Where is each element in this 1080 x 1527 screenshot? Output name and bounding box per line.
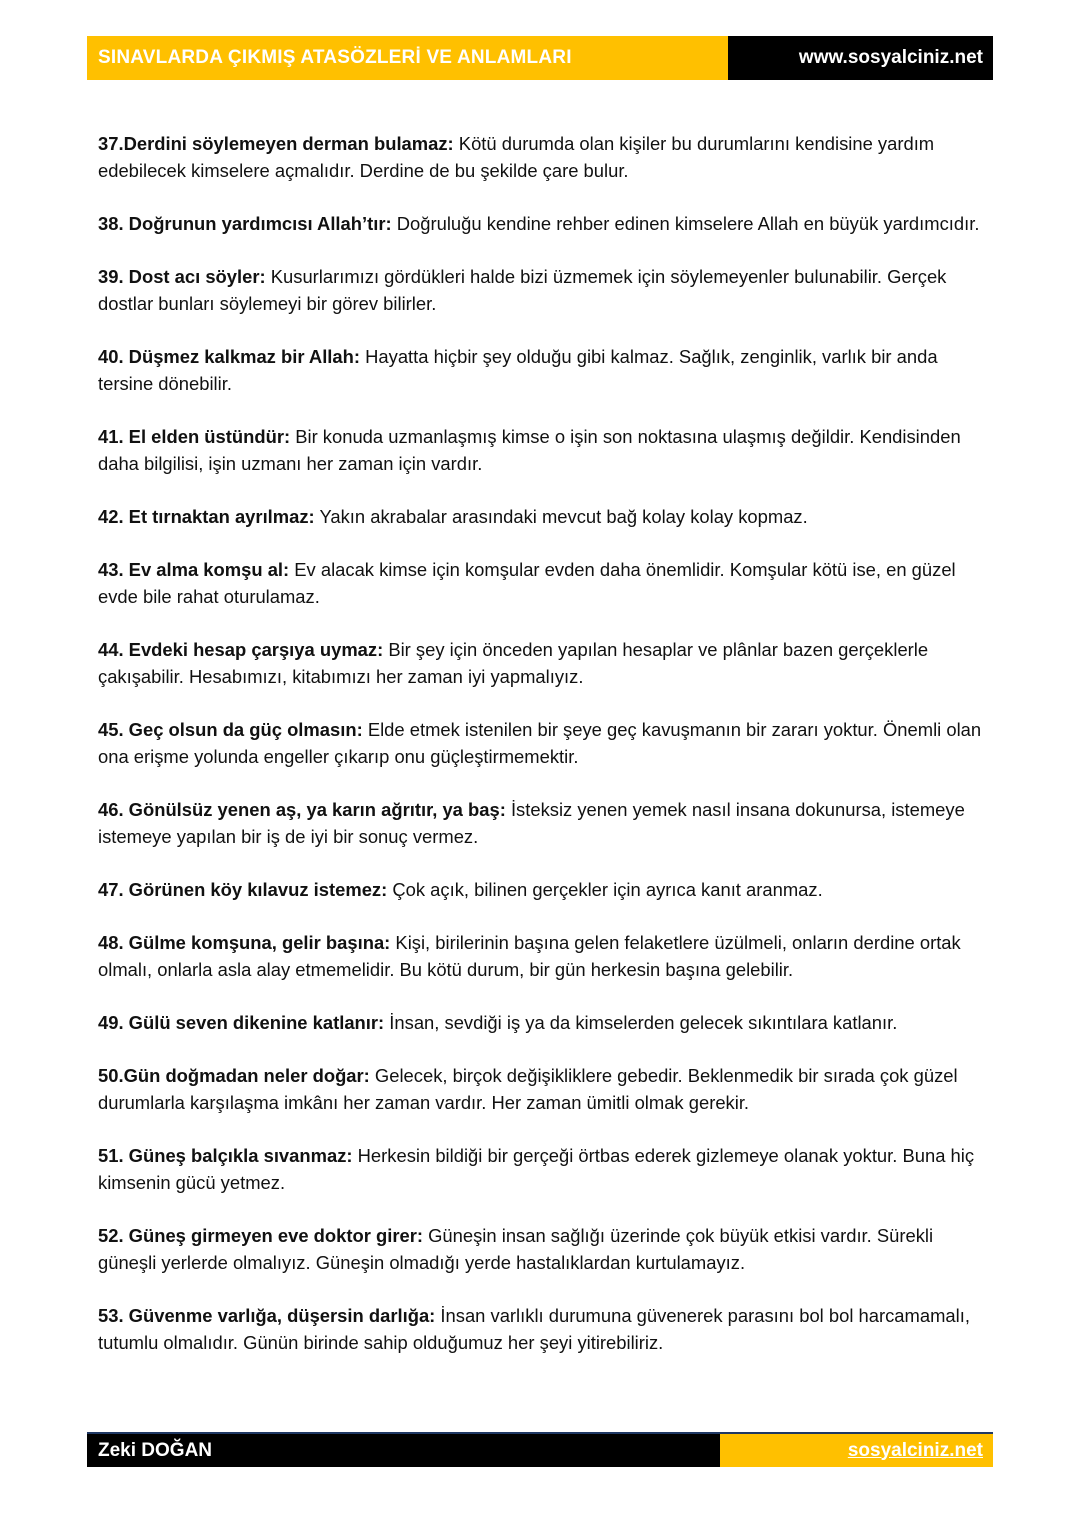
proverb-entry xyxy=(98,1142,983,1196)
proverb-term: 42. Et tırnaktan ayrılmaz: xyxy=(98,506,315,527)
proverb-meaning: Kötü durumda olan kişiler bu durumlarını kendisine yardım edebilecek kimselere açmalıdır. Derdine de bu şekilde çare bulur. xyxy=(98,133,935,181)
proverb-meaning: İsteksiz yenen yemek nasıl insana dokunursa, istemeye istemeye yapılan bir iş de iyi bir sonuç vermez. xyxy=(98,799,965,847)
page-header xyxy=(87,36,993,80)
footer-site-link[interactable]: sosyalciniz.net xyxy=(720,1434,993,1467)
proverb-term: 37.Derdini söylemeyen derman bulamaz: xyxy=(98,133,454,154)
proverb-term: 45. Geç olsun da güç olmasın: xyxy=(98,719,363,740)
proverb-meaning: İnsan, sevdiği iş ya da kimselerden gelecek sıkıntılara katlanır. xyxy=(384,1012,898,1033)
header-site-link[interactable]: www.sosyalciniz.net xyxy=(728,36,993,80)
proverb-entry xyxy=(98,876,983,903)
proverb-meaning: Çok açık, bilinen gerçekler için ayrıca kanıt aranmaz. xyxy=(387,879,823,900)
proverb-meaning: Bir konuda uzmanlaşmış kimse o işin son noktasına ulaşmış değildir. Kendisinden daha bilgilisi, işin uzmanı her zaman için vardır. xyxy=(98,426,961,474)
proverb-meaning: Gelecek, birçok değişikliklere gebedir. Beklenmedik bir sırada çok güzel durumlarla karşılaşma imkânı her zaman vardır. Her zaman ümitli olmak gerekir. xyxy=(98,1065,958,1113)
proverb-term: 46. Gönülsüz yenen aş, ya karın ağrıtır, ya baş: xyxy=(98,799,506,820)
page-footer xyxy=(87,1432,993,1467)
proverb-meaning: Yakın akrabalar arasındaki mevcut bağ kolay kolay kopmaz. xyxy=(314,506,808,527)
proverb-term: 50.Gün doğmadan neler doğar: xyxy=(98,1065,370,1086)
proverb-entry xyxy=(98,636,983,690)
proverb-entry xyxy=(98,423,983,477)
proverb-entry xyxy=(98,130,983,184)
proverb-meaning: Kusurlarımızı gördükleri halde bizi üzmemek için söylemeyenler bulunabilir. Gerçek dostlar bunları söylemeyi bir görev bilirler. xyxy=(98,266,947,314)
proverb-meaning: Hayatta hiçbir şey olduğu gibi kalmaz. Sağlık, zenginlik, varlık bir anda tersine dönebilir. xyxy=(98,346,938,394)
document-title: SINAVLARDA ÇIKMIŞ ATASÖZLERİ VE ANLAMLARI xyxy=(87,36,728,80)
proverb-list xyxy=(98,130,983,1382)
proverb-term: 48. Gülme komşuna, gelir başına: xyxy=(98,932,391,953)
proverb-term: 47. Görünen köy kılavuz istemez: xyxy=(98,879,388,900)
proverb-meaning: Güneşin insan sağlığı üzerinde çok büyük etkisi vardır. Sürekli güneşli yerlerde olmalıyız. Güneşin olmadığı yerde hastalıklardan kurtulamayız. xyxy=(98,1225,934,1273)
proverb-meaning: Bir şey için önceden yapılan hesaplar ve plânlar bazen gerçeklerle çakışabilir. Hesabımızı, kitabımızı her zaman iyi yapmalıyız. xyxy=(98,639,929,687)
proverb-entry xyxy=(98,210,983,237)
proverb-term: 38. Doğrunun yardımcısı Allah’tır: xyxy=(98,213,392,234)
proverb-term: 40. Düşmez kalkmaz bir Allah: xyxy=(98,346,360,367)
proverb-entry xyxy=(98,1302,983,1356)
proverb-meaning: Kişi, birilerinin başına gelen felaketlere üzülmeli, onların derdine ortak olmalı, onlarla asla alay etmemelidir. Bu kötü durum, bir gün herkesin başına gelebilir. xyxy=(98,932,961,980)
proverb-entry xyxy=(98,263,983,317)
proverb-term: 39. Dost acı söyler: xyxy=(98,266,266,287)
proverb-entry xyxy=(98,796,983,850)
proverb-meaning: Ev alacak kimse için komşular evden daha önemlidir. Komşular kötü ise, en güzel evde bile rahat oturulamaz. xyxy=(98,559,956,607)
proverb-term: 44. Evdeki hesap çarşıya uymaz: xyxy=(98,639,384,660)
author-name: Zeki DOĞAN xyxy=(87,1434,720,1467)
proverb-entry xyxy=(98,1062,983,1116)
proverb-term: 43. Ev alma komşu al: xyxy=(98,559,290,580)
proverb-term: 49. Gülü seven dikenine katlanır: xyxy=(98,1012,385,1033)
proverb-meaning: İnsan varlıklı durumuna güvenerek parasını bol bol harcamamalı, tutumlu olmalıdır. Günün birinde sahip olduğumuz her şeyi yitirebiliriz. xyxy=(98,1305,970,1353)
proverb-term: 52. Güneş girmeyen eve doktor girer: xyxy=(98,1225,424,1246)
proverb-meaning: Doğruluğu kendine rehber edinen kimselere Allah en büyük yardımcıdır. xyxy=(391,213,980,234)
proverb-term: 51. Güneş balçıkla sıvanmaz: xyxy=(98,1145,353,1166)
proverb-meaning: Herkesin bildiği bir gerçeği örtbas ederek gizlemeye olanak yoktur. Buna hiç kimsenin gücü yetmez. xyxy=(98,1145,975,1193)
proverb-entry xyxy=(98,716,983,770)
proverb-entry xyxy=(98,1009,983,1036)
proverb-entry xyxy=(98,503,983,530)
proverb-entry xyxy=(98,929,983,983)
proverb-entry xyxy=(98,556,983,610)
proverb-entry xyxy=(98,1222,983,1276)
proverb-meaning: Elde etmek istenilen bir şeye geç kavuşmanın bir zararı yoktur. Önemli olan ona erişme yolunda engeller çıkarıp onu güçleştirmemektir. xyxy=(98,719,982,767)
proverb-entry xyxy=(98,343,983,397)
proverb-term: 41. El elden üstündür: xyxy=(98,426,291,447)
proverb-term: 53. Güvenme varlığa, düşersin darlığa: xyxy=(98,1305,436,1326)
